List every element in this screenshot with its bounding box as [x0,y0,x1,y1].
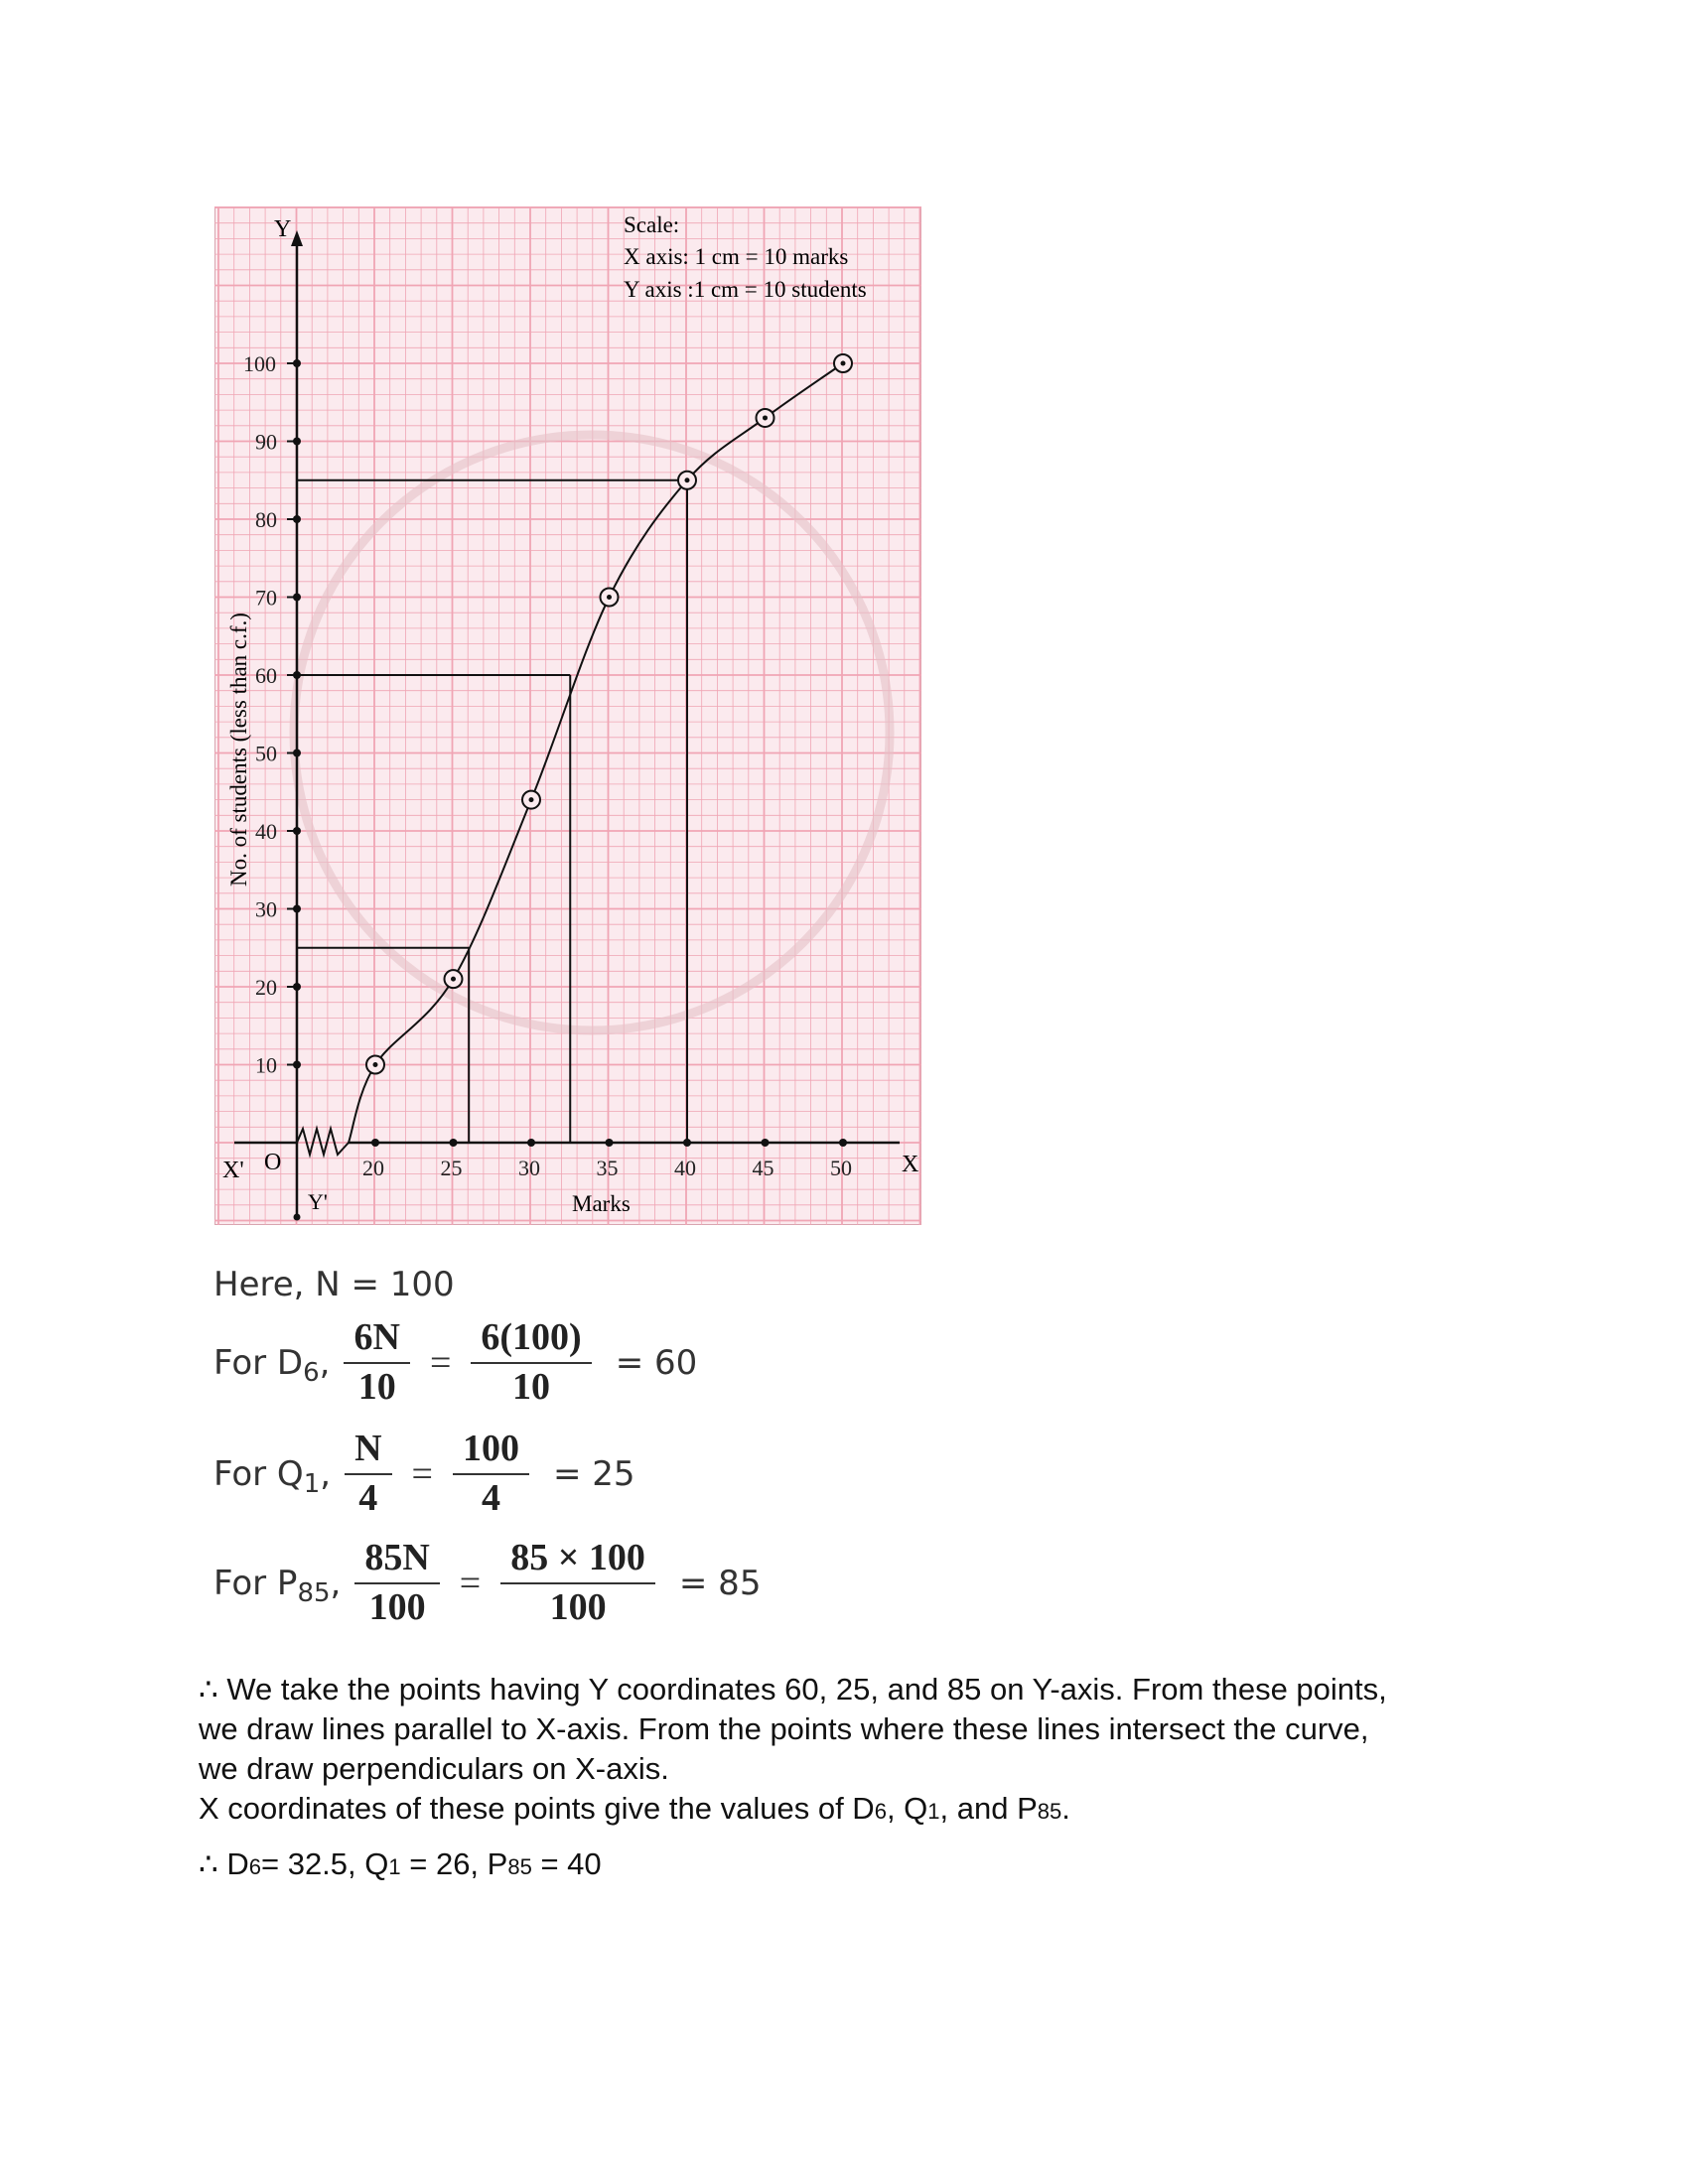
y-tick-label: 40 [255,819,277,844]
graph-paper [214,206,921,1225]
q1-fraction-1 [345,1430,391,1519]
d6-den1: 10 [357,1365,396,1408]
formula-d6 [213,1318,697,1408]
q1-equals: = [411,1452,433,1495]
answer-line [199,1844,1519,1887]
x-tick-label: 35 [596,1156,619,1180]
line4-mid2: , and P [939,1791,1038,1826]
q1-num2: 100 [453,1430,529,1475]
x-tick-dot [371,1139,379,1147]
x-axis-letter: X [902,1152,919,1177]
x-tick-label: 50 [830,1156,852,1180]
q1-num1: N [345,1430,391,1475]
p85-separator: , [330,1563,342,1603]
x-tick-label: 25 [440,1156,463,1180]
line4-start: X coordinates of these points give the values of D [199,1791,875,1826]
y-axis-letter: Y [274,216,292,242]
answer-mid1: = 32.5, Q [260,1846,389,1881]
q1-subscript: 1 [303,1468,321,1499]
explanation-line-4 [199,1789,1519,1832]
p85-den2: 100 [549,1585,607,1628]
y-tick-label: 60 [255,663,277,688]
answer-p-sub: 85 [507,1854,532,1879]
x-tick-label: 40 [674,1156,696,1180]
x-tick-dot [606,1139,614,1147]
p85-subscript: 85 [297,1577,331,1608]
x-tick-dot [450,1139,458,1147]
y-axis-bottom-dot [294,1214,301,1221]
y-tick-label: 80 [255,507,277,532]
x-tick-label: 20 [362,1156,384,1180]
explanation-paragraph [199,1670,1519,1832]
d6-fraction-2 [471,1318,591,1408]
answer-q-sub: 1 [388,1854,401,1879]
line4-mid1: , Q [886,1791,928,1826]
data-point-center [841,361,846,366]
explanation-line-1: ∴ We take the points having Y coordinates 60, 25, and 85 on Y-axis. From these points, [199,1672,1387,1706]
y-tick-label: 50 [255,741,277,766]
q1-den1: 4 [358,1476,378,1519]
formula-p85 [213,1539,761,1628]
x-tick-dot [527,1139,535,1147]
x-prime-label: X' [222,1158,244,1183]
answer-start: ∴ D [199,1846,249,1881]
line4-end: . [1061,1791,1070,1826]
y-prime-label: Y' [308,1189,328,1214]
x-axis-title: Marks [572,1191,631,1216]
p85-equals: = [459,1562,482,1604]
n-statement-text: Here, N = 100 [213,1265,455,1304]
data-point-center [451,977,456,982]
q1-den2: 4 [481,1476,500,1519]
q1-prefix: For Q [213,1453,304,1494]
scale-x: X axis: 1 cm = 10 marks [624,244,849,269]
ogive-graph [214,206,921,1225]
y-tick-label: 100 [243,351,276,376]
line4-p-sub: 85 [1037,1799,1062,1824]
data-point-center [685,478,690,482]
data-point-center [529,797,534,802]
x-tick-label: 45 [752,1156,774,1180]
y-tick-label: 90 [255,429,277,455]
data-point-center [607,595,612,600]
y-axis-title: No. of students (less than c.f.) [226,613,251,887]
q1-result: = 25 [552,1453,635,1494]
answer-end: = 40 [531,1846,602,1881]
x-tick-label: 30 [518,1156,540,1180]
formula-q1 [213,1430,635,1519]
p85-result: = 85 [678,1563,762,1603]
x-tick-dot [839,1139,847,1147]
d6-equals: = [429,1341,452,1384]
scale-y: Y axis :1 cm = 10 students [624,277,867,302]
y-tick-label: 20 [255,975,277,1000]
p85-fraction-1 [354,1539,439,1628]
y-tick-label: 70 [255,585,277,611]
p85-prefix: For P [213,1563,298,1603]
d6-result: = 60 [615,1342,698,1383]
d6-num1: 6N [344,1318,409,1364]
explanation-line-2: we draw lines parallel to X-axis. From the points where these lines intersect the curve, [199,1711,1369,1746]
origin-label: O [264,1150,282,1175]
answer-mid2: = 26, P [400,1846,508,1881]
d6-den2: 10 [512,1365,551,1408]
d6-separator: , [319,1342,331,1383]
line4-d-sub: 6 [874,1799,887,1824]
p85-num2: 85 × 100 [500,1539,655,1584]
d6-prefix: For D [213,1342,304,1383]
p85-den1: 100 [368,1585,426,1628]
data-point-center [763,415,768,420]
y-tick-label: 10 [255,1052,277,1078]
explanation-line-3: we draw perpendiculars on X-axis. [199,1751,669,1786]
d6-num2: 6(100) [471,1318,591,1364]
line4-q-sub: 1 [927,1799,940,1824]
q1-separator: , [320,1453,332,1494]
d6-subscript: 6 [303,1357,320,1388]
p85-num1: 85N [354,1539,439,1584]
scale-title: Scale: [624,212,680,237]
y-tick-label: 30 [255,896,277,922]
x-tick-dot [762,1139,770,1147]
data-point-center [373,1062,378,1067]
q1-fraction-2 [453,1430,529,1519]
answer-d-sub: 6 [248,1854,261,1879]
n-statement [213,1265,455,1304]
p85-fraction-2 [500,1539,655,1628]
ogive-graph-svg [214,206,921,1225]
d6-fraction-1 [344,1318,409,1408]
